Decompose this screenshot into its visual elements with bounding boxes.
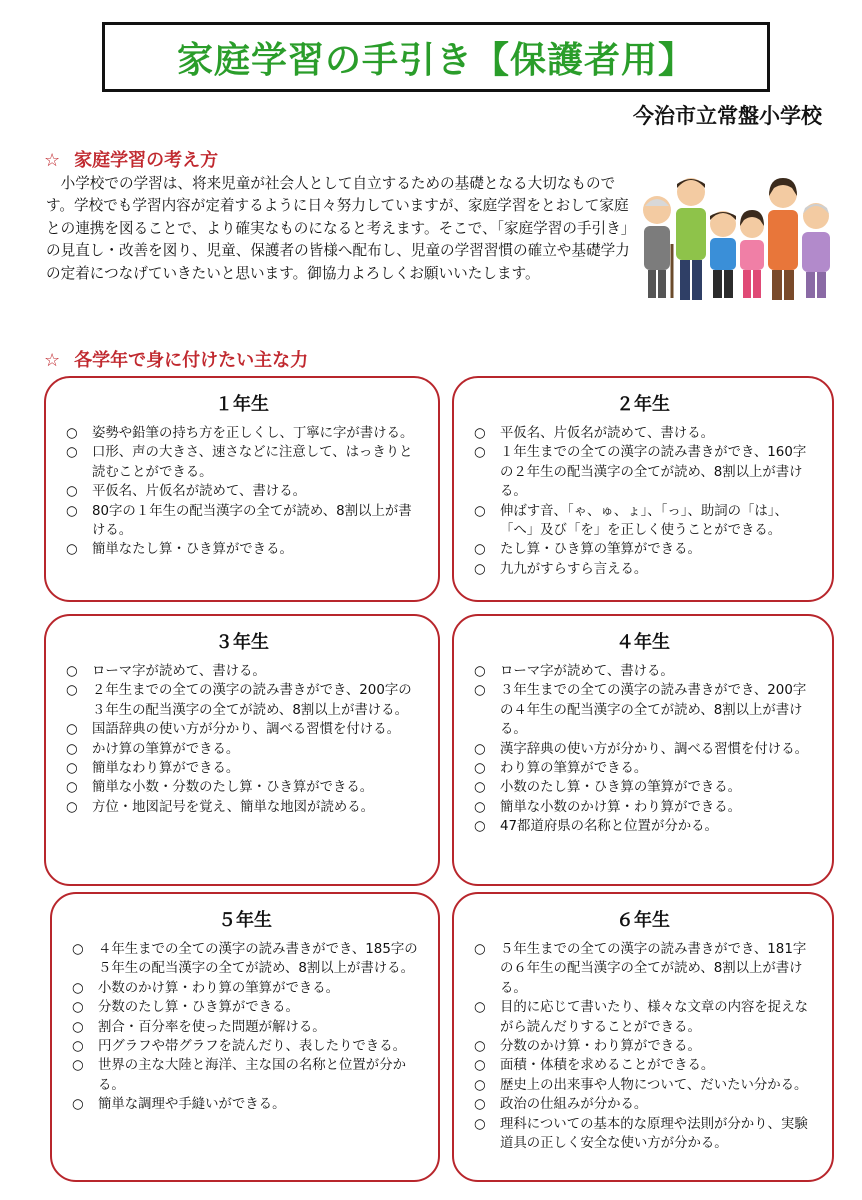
list-item: ○ 面積・体積を求めることができる。 (474, 1056, 814, 1075)
list-item: ○ 分数のかけ算・わり算ができる。 (474, 1037, 814, 1056)
title-box (102, 22, 770, 92)
list-item: ○ 簡単な小数のかけ算・わり算ができる。 (474, 798, 814, 817)
circle-bullet-icon: ○ (474, 741, 486, 757)
list-item: ○ ３年生までの全ての漢字の読み書きができ、200字の４年生の配当漢字の全てが読め、8割以上が書ける。 (474, 683, 807, 738)
grade-title: ３年生 (215, 632, 269, 653)
mother-figure (768, 178, 798, 300)
list-item: ○ 80字の１年生の配当漢字の全てが読め、8割以上が書ける。 (66, 503, 412, 539)
ability-list (46, 424, 438, 560)
circle-bullet-icon: ○ (66, 780, 78, 796)
circle-bullet-icon: ○ (66, 664, 78, 679)
page-title: 家庭学習の手引き【保護者用】 (176, 39, 695, 81)
ability-list (454, 424, 832, 579)
section-heading-label: 各学年で身に付けたい主な力 (74, 350, 309, 371)
grade-card-4 (452, 614, 834, 886)
circle-bullet-icon: ○ (66, 542, 78, 558)
list-item: ○ 47都道府県の名称と位置が分かる。 (474, 817, 814, 836)
grade-card-5 (50, 892, 440, 1182)
list-item: ○ 国語辞典の使い方が分かり、調べる習慣を付ける。 (66, 720, 420, 739)
circle-bullet-icon: ○ (474, 503, 486, 519)
list-item: ○ １年生までの全ての漢字の読み書きができ、160字の２年生の配当漢字の全てが読め、8割以上が書ける。 (474, 445, 807, 500)
list-item: ○ 小数のかけ算・わり算の筆算ができる。 (72, 979, 420, 998)
grade-title: １年生 (215, 394, 269, 415)
circle-bullet-icon: ○ (474, 561, 486, 577)
school-name: 今治市立常盤小学校 (633, 104, 822, 128)
list-item: ○ 世界の主な大陸と海洋、主な国の名称と位置が分かる。 (72, 1058, 406, 1093)
circle-bullet-icon: ○ (66, 445, 78, 461)
list-item: ○ かけ算の筆算ができる。 (66, 740, 420, 759)
list-item: ○ ２年生までの全ての漢字の読み書きができ、200字の３年生の配当漢字の全てが読め、8割以上が書ける。 (66, 683, 412, 718)
star-icon: ☆ (44, 350, 61, 371)
circle-bullet-icon: ○ (474, 942, 486, 957)
family-illustration (640, 174, 836, 304)
list-item: ○ 姿勢や鉛筆の持ち方を正しくし、丁寧に字が書ける。 (66, 424, 420, 443)
list-item: ○ ５年生までの全ての漢字の読み書きができ、181字の６年生の配当漢字の全てが読め、8割以上が書ける。 (474, 942, 807, 996)
list-item: ○ 簡単なわり算ができる。 (66, 759, 420, 778)
grandfather-figure (643, 196, 672, 298)
circle-bullet-icon: ○ (66, 741, 78, 757)
list-item: ○ 簡単な小数・分数のたし算・ひき算ができる。 (66, 778, 420, 797)
circle-bullet-icon: ○ (474, 1039, 486, 1055)
grade-card-2 (452, 376, 834, 602)
circle-bullet-icon: ○ (66, 761, 78, 777)
list-item: ○ ４年生までの全ての漢字の読み書きができ、185字の５年生の配当漢字の全てが読め、8割以上が書ける。 (72, 942, 418, 977)
father-figure (676, 178, 706, 300)
star-icon: ☆ (44, 150, 61, 171)
circle-bullet-icon: ○ (72, 1019, 84, 1035)
intro-paragraph: 小学校での学習は、将来児童が社会人として自立するための基礎となる大切なものです。学校でも学習内容が定着するように日々努力していますが、家庭学習をとおして家庭との連携を図ることで、より確実なものになると考えます。そこで、「家庭学習の手引き」の見直し・改善を図り、児童、保護者の皆様へ配布し、児童の学習習慣の確立や基礎学力の定着につなげていきたいと思います。御協力よろしくお願いいたします。 (46, 175, 630, 282)
list-item: ○ 理科についての基本的な原理や法則が分かり、実験道具の正しく安全な使い方が分かる。 (474, 1116, 808, 1152)
circle-bullet-icon: ○ (66, 503, 78, 519)
grade-title: ５年生 (218, 910, 272, 931)
ability-list (454, 940, 832, 1153)
boy-figure (710, 211, 736, 298)
circle-bullet-icon: ○ (66, 722, 78, 738)
circle-bullet-icon: ○ (72, 1097, 84, 1113)
list-item: ○ 九九がすらすら言える。 (474, 560, 814, 579)
list-item: ○ 割合・百分率を使った問題が解ける。 (72, 1018, 420, 1037)
section-heading-abilities (44, 346, 308, 372)
grade-card-3 (44, 614, 440, 886)
circle-bullet-icon: ○ (66, 484, 78, 500)
circle-bullet-icon: ○ (474, 445, 486, 461)
circle-bullet-icon: ○ (474, 1077, 486, 1093)
list-item: ○ わり算の筆算ができる。 (474, 759, 814, 778)
list-item: ○ 平仮名、片仮名が読めて、書ける。 (474, 424, 814, 443)
list-item: ○ 目的に応じて書いたり、様々な文章の内容を捉えながら読んだりすることができる。 (474, 1000, 808, 1035)
list-item: ○ 口形、声の大きさ、速さなどに注意して、はっきりと読むことができる。 (66, 445, 413, 480)
ability-list (46, 662, 438, 817)
circle-bullet-icon: ○ (474, 799, 486, 815)
circle-bullet-icon: ○ (72, 1039, 84, 1055)
circle-bullet-icon: ○ (72, 980, 84, 996)
circle-bullet-icon: ○ (66, 683, 78, 699)
grade-title: ２年生 (616, 394, 670, 415)
list-item: ○ ローマ字が読めて、書ける。 (66, 662, 420, 681)
circle-bullet-icon: ○ (474, 761, 486, 777)
girl-figure (740, 210, 764, 298)
circle-bullet-icon: ○ (72, 1058, 84, 1074)
list-item: ○ 簡単なたし算・ひき算ができる。 (66, 540, 420, 559)
circle-bullet-icon: ○ (66, 426, 78, 441)
circle-bullet-icon: ○ (474, 664, 486, 679)
circle-bullet-icon: ○ (66, 799, 78, 815)
section-heading-philosophy (44, 146, 218, 172)
circle-bullet-icon: ○ (474, 1116, 486, 1132)
ability-list (454, 662, 832, 837)
circle-bullet-icon: ○ (474, 1000, 486, 1016)
grade-card-6 (452, 892, 834, 1182)
list-item: ○ 簡単な調理や手縫いができる。 (72, 1095, 420, 1114)
circle-bullet-icon: ○ (474, 683, 486, 699)
circle-bullet-icon: ○ (474, 819, 486, 835)
list-item: ○ 小数のたし算・ひき算の筆算ができる。 (474, 778, 814, 797)
grade-title: ６年生 (616, 910, 670, 931)
circle-bullet-icon: ○ (72, 1000, 84, 1016)
circle-bullet-icon: ○ (474, 542, 486, 558)
grade-title: ４年生 (616, 632, 670, 653)
list-item: ○ 分数のたし算・ひき算ができる。 (72, 998, 420, 1017)
list-item: ○ たし算・ひき算の筆算ができる。 (474, 540, 814, 559)
list-item: ○ 平仮名、片仮名が読めて、書ける。 (66, 482, 420, 501)
list-item: ○ 方位・地図記号を覚え、簡単な地図が読める。 (66, 798, 420, 817)
list-item: ○ 歴史上の出来事や人物について、だいたい分かる。 (474, 1076, 814, 1095)
circle-bullet-icon: ○ (474, 1097, 486, 1113)
grade-card-1 (44, 376, 440, 602)
list-item: ○ 伸ばす音、「ゃ、ゅ、ょ」、「っ」、助詞の「は」、「へ」及び「を」を正しく使うことができる。 (474, 503, 788, 539)
list-item: ○ 漢字辞典の使い方が分かり、調べる習慣を付ける。 (474, 740, 814, 759)
grandmother-figure (802, 203, 830, 298)
circle-bullet-icon: ○ (474, 1058, 486, 1074)
list-item: ○ 政治の仕組みが分かる。 (474, 1095, 814, 1114)
list-item: ○ ローマ字が読めて、書ける。 (474, 662, 814, 681)
section-heading-label: 家庭学習の考え方 (74, 150, 219, 171)
list-item: ○ 円グラフや帯グラフを読んだり、表したりできる。 (72, 1037, 420, 1056)
circle-bullet-icon: ○ (474, 780, 486, 796)
circle-bullet-icon: ○ (72, 942, 84, 957)
ability-list (52, 940, 438, 1115)
circle-bullet-icon: ○ (474, 426, 486, 441)
